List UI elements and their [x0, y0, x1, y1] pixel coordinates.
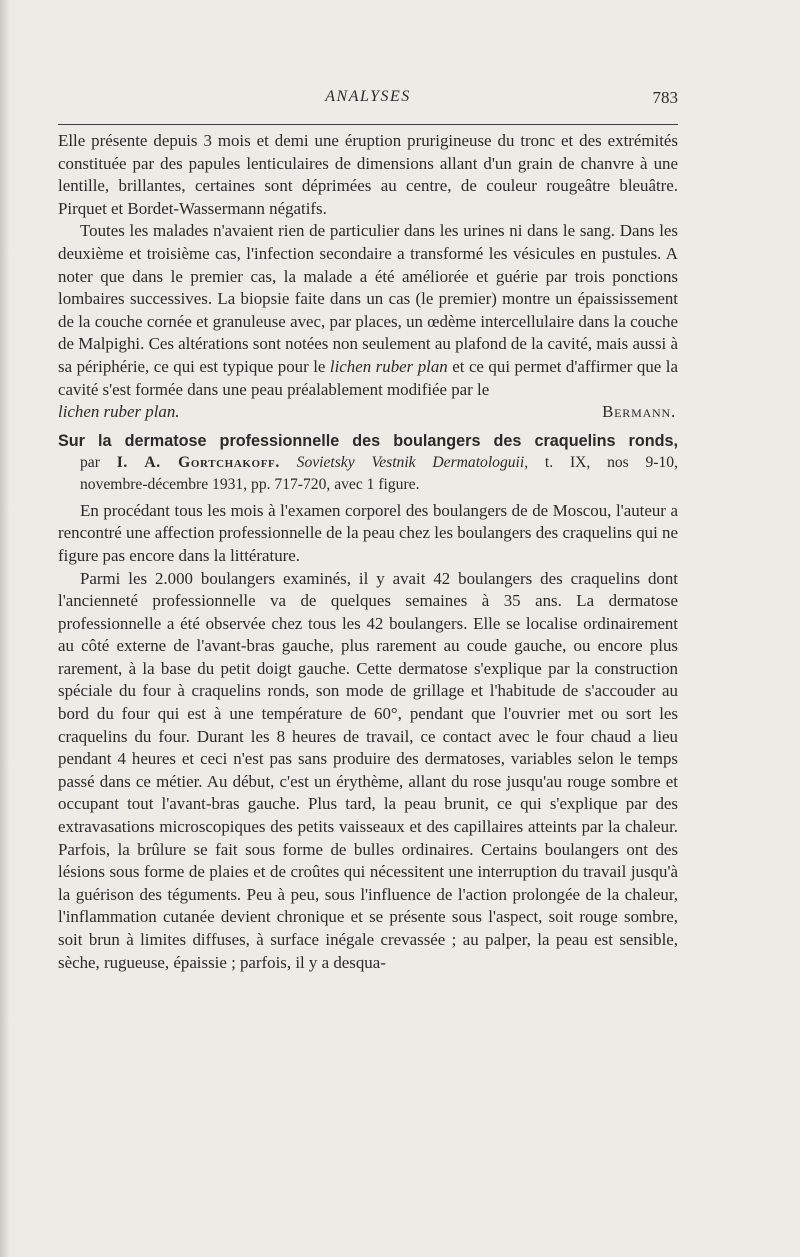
- header-rule: [58, 124, 678, 125]
- page-number: 783: [652, 88, 678, 107]
- article-details: novembre-décembre 1931, pp. 717-720, avec 1 figure.: [80, 475, 420, 493]
- article-volume: t. IX, nos 9-10,: [544, 453, 679, 471]
- reviewer-signature: Bermann.: [602, 402, 676, 422]
- article-author: I. A. Gortchakoff.: [116, 453, 280, 471]
- findings-text-2: et ce qui permet d'affirmer que la cavité s'est formée dans une peau préalablement modifiée par le: [58, 356, 678, 399]
- byline-line-1: [80, 452, 678, 474]
- findings-text-1: Toutes les malades n'avaient rien de particulier dans les urines ni dans le sang. Dans les deuxième et troisième cas, l'infection secondaire a transformé les vésicules en pustules. A noter que dans le premier cas, la malade a été améliorée et guérie par trois ponctions lombaires successives. La biopsie faite dans un cas (le premier) montre un épaississement de la couche cornée et granuleuse avec, par places, un œdème intercellulaire dans la couche de Malpighi. Ces altérations sont notées non seulement au plafond de la cavité, mais aussi à sa périphérie, ce qui est typique pour le: [58, 221, 678, 376]
- article-journal: Sovietsky Vestnik Dermatologuii,: [296, 453, 529, 471]
- signature-line: [58, 401, 678, 424]
- byline-by: par: [80, 453, 100, 471]
- article-title: Sur la dermatose professionnelle des boulangers des craquelins ronds,: [58, 431, 678, 450]
- findings-italic-1: lichen ruber plan: [329, 356, 448, 376]
- paragraph-intro: En procédant tous les mois à l'examen corporel des boulangers de de Moscou, l'auteur a rencontré une affection professionnelle de la peau chez les boulangers des craquelins qui ne figure pas encore dans la littérature.: [58, 500, 678, 565]
- article-byline: [58, 452, 678, 496]
- paragraph-findings: [58, 220, 678, 401]
- page-header: [58, 88, 678, 112]
- findings-italic-2: lichen ruber plan.: [58, 402, 180, 422]
- page-binding-edge: [0, 0, 10, 1257]
- page-body: [58, 130, 678, 974]
- paragraph-case-description: Elle présente depuis 3 mois et demi une éruption prurigineuse du tronc et des extrémités constituée par des papules lenticulaires de dimensions allant d'un grain de chanvre à une lentille, brillantes, certaines sont déprimées au centre, de couleur rougeâtre bleuâtre. Pirquet et Bordet-Wassermann négatifs.: [58, 131, 678, 218]
- paragraph-observations: Parmi les 2.000 boulangers examinés, il y avait 42 boulangers des craquelins dont l'ancienneté professionnelle va de quelques semaines à 35 ans. La dermatose professionnelle a été observée chez tous les 42 boulangers. Elle se localise ordinairement au côté externe de l'avant-bras gauche, plus rarement au coude gauche, ou encore plus rarement, à la base du petit doigt gauche. Cette dermatose s'explique par la construction spéciale du four à craquelins ronds, son mode de grillage et l'habitude de s'accouder au bord du four qui est à une température de 60°, pendant que l'ouvrier met ou sort les craquelins du four. Durant les 8 heures de travail, ce contact avec le four chaud a lieu pendant 4 heures et ceci n'est pas sans produire des dermatoses, variables selon le temps passé dans ce métier. Au début, c'est un érythème, allant du rose jusqu'au rouge sombre et occupant tout l'avant-bras gauche. Plus tard, la peau brunit, ce qui s'explique par des extravasations microscopiques des petits vaisseaux et des capillaires atteints par la chaleur. Parfois, la brûlure se fait sous forme de bulles ordinaires. Certains boulangers ont des lésions sous forme de plaies et de croûtes qui nécessitent une interruption du travail jusqu'à la guérison des téguments. Peu à peu, sous l'influence de l'action prolongée de la chaleur, l'inflammation cutanée devient chronique et se présente sous l'aspect, soit rouge sombre, soit brun à limites diffuses, à surface inégale crevassée ; au palper, la peau est sensible, sèche, rugueuse, épaissie ; parfois, il y a desqua-: [58, 568, 678, 972]
- running-title: ANALYSES: [325, 88, 411, 105]
